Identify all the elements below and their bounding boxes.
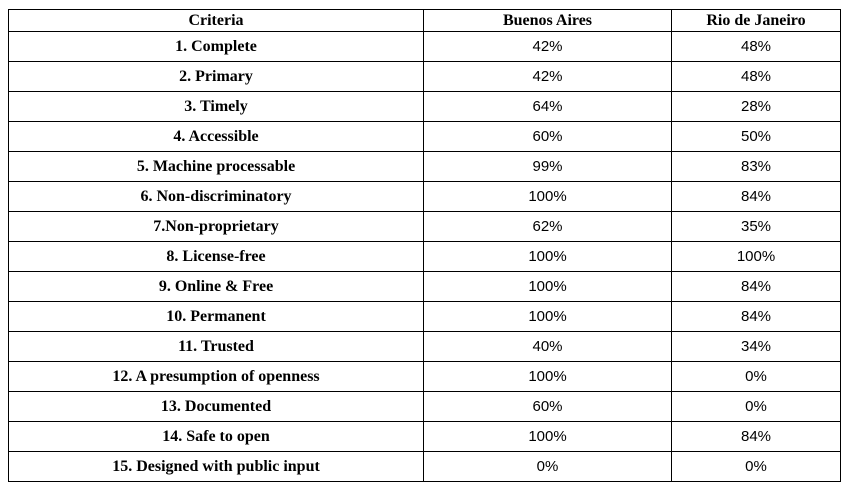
criteria-cell: 11. Trusted [9,332,424,362]
criteria-cell: 1. Complete [9,32,424,62]
rio-de-janeiro-value: 84% [672,302,841,332]
rio-de-janeiro-value: 48% [672,32,841,62]
buenos-aires-value: 62% [424,212,672,242]
table-row [9,302,841,332]
table-row [9,392,841,422]
criteria-comparison-table [8,9,841,482]
rio-de-janeiro-value: 84% [672,182,841,212]
buenos-aires-value: 40% [424,332,672,362]
rio-de-janeiro-value: 0% [672,362,841,392]
criteria-cell: 14. Safe to open [9,422,424,452]
criteria-cell: 6. Non-discriminatory [9,182,424,212]
table-row [9,62,841,92]
buenos-aires-value: 99% [424,152,672,182]
buenos-aires-value: 0% [424,452,672,482]
buenos-aires-value: 42% [424,32,672,62]
buenos-aires-value: 100% [424,302,672,332]
rio-de-janeiro-value: 34% [672,332,841,362]
table-row [9,272,841,302]
table-row [9,422,841,452]
rio-de-janeiro-value: 0% [672,392,841,422]
rio-de-janeiro-value: 83% [672,152,841,182]
column-header-rio-de-janeiro: Rio de Janeiro [672,10,841,32]
table-row [9,452,841,482]
rio-de-janeiro-value: 35% [672,212,841,242]
buenos-aires-value: 100% [424,422,672,452]
criteria-cell: 8. License-free [9,242,424,272]
criteria-cell: 7.Non-proprietary [9,212,424,242]
criteria-cell: 12. A presumption of openness [9,362,424,392]
rio-de-janeiro-value: 28% [672,92,841,122]
table-row [9,242,841,272]
table-row [9,152,841,182]
criteria-cell: 10. Permanent [9,302,424,332]
rio-de-janeiro-value: 84% [672,422,841,452]
table-row [9,212,841,242]
criteria-cell: 5. Machine processable [9,152,424,182]
rio-de-janeiro-value: 48% [672,62,841,92]
buenos-aires-value: 42% [424,62,672,92]
rio-de-janeiro-value: 0% [672,452,841,482]
buenos-aires-value: 100% [424,272,672,302]
table-row [9,92,841,122]
buenos-aires-value: 64% [424,92,672,122]
buenos-aires-value: 60% [424,122,672,152]
buenos-aires-value: 100% [424,182,672,212]
table-row [9,332,841,362]
rio-de-janeiro-value: 84% [672,272,841,302]
criteria-cell: 4. Accessible [9,122,424,152]
criteria-cell: 2. Primary [9,62,424,92]
buenos-aires-value: 100% [424,242,672,272]
rio-de-janeiro-value: 50% [672,122,841,152]
table-header-row [9,10,841,32]
rio-de-janeiro-value: 100% [672,242,841,272]
column-header-buenos-aires: Buenos Aires [424,10,672,32]
column-header-criteria: Criteria [9,10,424,32]
buenos-aires-value: 60% [424,392,672,422]
table-row [9,362,841,392]
criteria-cell: 3. Timely [9,92,424,122]
table-row [9,182,841,212]
buenos-aires-value: 100% [424,362,672,392]
criteria-cell: 9. Online & Free [9,272,424,302]
table-row [9,122,841,152]
table-row [9,32,841,62]
criteria-cell: 13. Documented [9,392,424,422]
criteria-cell: 15. Designed with public input [9,452,424,482]
